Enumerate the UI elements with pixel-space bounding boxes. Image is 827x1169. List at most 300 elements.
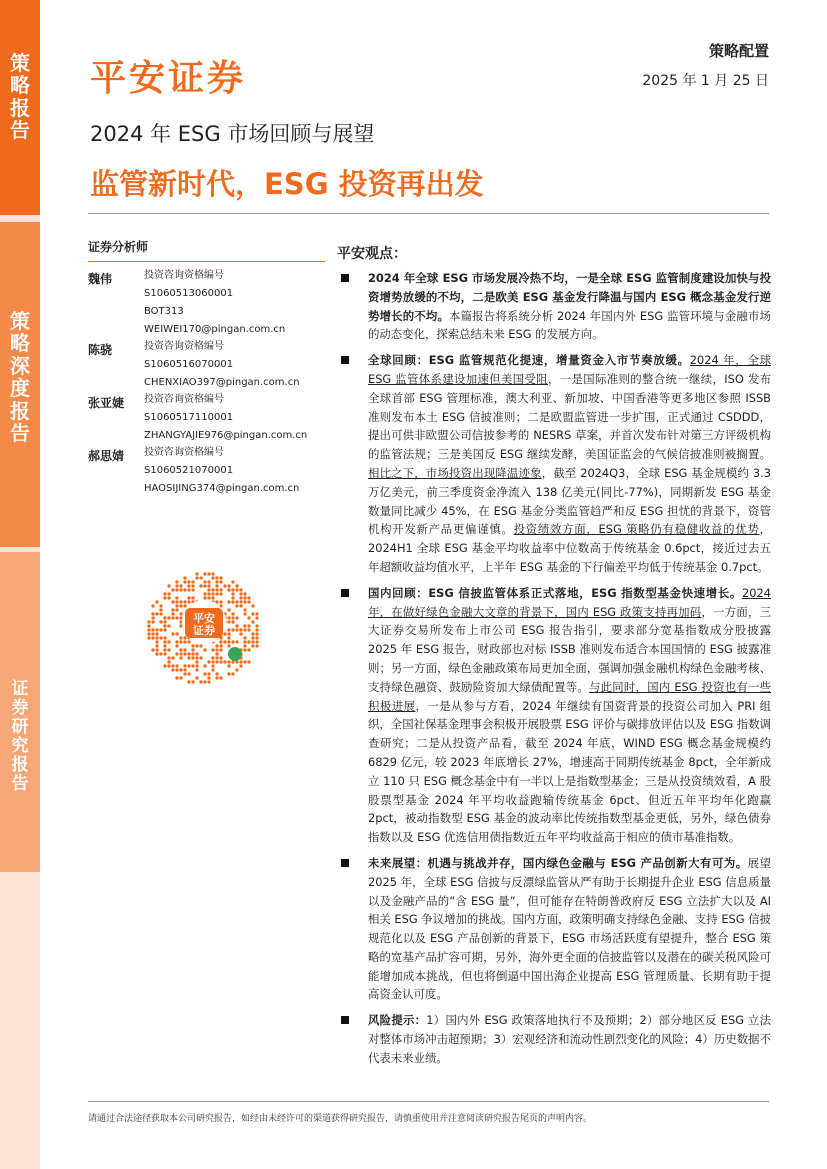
qr-module (203, 664, 206, 667)
qr-module (195, 660, 198, 663)
qr-module (171, 588, 174, 591)
sidebar-block-strategy-report (0, 0, 40, 215)
qr-module (215, 592, 218, 595)
analyst-panel (88, 238, 325, 498)
qr-module (183, 576, 186, 579)
qr-module (171, 632, 174, 635)
qr-module (219, 576, 222, 579)
qr-module (243, 648, 246, 651)
analyst-name: 陈骁 (88, 343, 113, 357)
qr-module (243, 660, 246, 663)
qr-module (231, 596, 234, 599)
qr-module (195, 664, 198, 667)
qr-module (251, 640, 254, 643)
viewpoint-global-review (337, 351, 771, 577)
qr-code-graphic (145, 570, 263, 688)
qr-module (163, 664, 166, 667)
qr-module (187, 580, 190, 583)
qr-module (235, 604, 238, 607)
qr-module (235, 668, 238, 671)
qr-module (159, 608, 162, 611)
qr-module (243, 608, 246, 611)
analyst-panel-title: 证券分析师 (88, 238, 325, 262)
viewpoint-bold-lead: 风险提示： (368, 1013, 427, 1028)
analyst-cert-label: 投资咨询资格编号 (144, 447, 224, 458)
analyst-cert-number: S1060521070001 (144, 465, 234, 476)
qr-module (243, 640, 246, 643)
footer-divider (88, 1101, 769, 1102)
qr-module (243, 600, 246, 603)
qr-module (155, 648, 158, 651)
sidebar-char: 报 (10, 95, 30, 120)
qr-module (191, 664, 194, 667)
qr-module (187, 584, 190, 587)
qr-module (163, 640, 166, 643)
analyst-email[interactable]: ZHANGYAJIE976@pingan.com.cn (144, 430, 308, 441)
document-date: 2025 年 1 月 25 日 (642, 73, 769, 89)
sidebar-char: 略 (10, 331, 30, 356)
qr-module (207, 672, 210, 675)
qr-module (155, 628, 158, 631)
qr-module (231, 588, 234, 591)
sidebar-block-strategy-deep-report (0, 222, 40, 547)
qr-module (251, 612, 254, 615)
sidebar-char: 告 (10, 420, 30, 445)
qr-module (219, 640, 222, 643)
viewpoint-bold-lead: 2024 年全球 ESG 市场发展冷热不均，一是全球 ESG 监管制度建设加快与投资增势放缓的不均，二是欧美 ESG 基金发行降温与国内 ESG 概念基金发行逆势增长的不均。 (368, 271, 771, 323)
qr-module (183, 604, 186, 607)
qr-module (243, 592, 246, 595)
analyst-cert-extra: BOT313 (144, 306, 184, 317)
title-divider (88, 213, 769, 214)
qr-module (227, 640, 230, 643)
qr-module (243, 612, 246, 615)
report-title: 监管新时代，ESG 投资再出发 (90, 167, 484, 201)
qr-module (251, 632, 254, 635)
analyst-email[interactable]: WEIWEI170@pingan.com.cn (144, 324, 286, 335)
qr-module (187, 656, 190, 659)
qr-module (219, 660, 222, 663)
analyst-details (144, 444, 325, 498)
qr-module (151, 616, 154, 619)
qr-module (151, 648, 154, 651)
qr-module (239, 592, 242, 595)
sidebar-char: 报 (11, 755, 29, 776)
qr-module (163, 652, 166, 655)
sidebar-char: 策 (10, 51, 30, 75)
qr-module (239, 628, 242, 631)
qr-module (207, 596, 210, 599)
qr-module (183, 580, 186, 583)
analyst-details (144, 338, 325, 392)
analyst-name: 郝思婧 (88, 449, 125, 463)
qr-module (227, 600, 230, 603)
qr-module (183, 664, 186, 667)
qr-module (175, 588, 178, 591)
square-bullet-icon (341, 274, 349, 282)
qr-module (243, 624, 246, 627)
qr-module (175, 616, 178, 619)
sidebar-char: 研 (11, 717, 29, 738)
qr-module (151, 620, 154, 623)
viewpoint-underlined-text: 投资绩效方面，ESG 策略仍有稳健收益的优势 (513, 522, 760, 537)
qr-module (223, 640, 226, 643)
qr-module (167, 616, 170, 619)
qr-module (199, 680, 202, 683)
qr-module (159, 620, 162, 623)
qr-module (255, 628, 258, 631)
qr-module (247, 648, 250, 651)
qr-module (235, 616, 238, 619)
qr-module (239, 596, 242, 599)
qr-module (187, 680, 190, 683)
qr-module (183, 668, 186, 671)
qr-module (215, 576, 218, 579)
qr-module (175, 596, 178, 599)
sidebar-char: 究 (11, 736, 29, 757)
qr-module (171, 616, 174, 619)
qr-module (187, 588, 190, 591)
qr-module (195, 576, 198, 579)
qr-module (175, 644, 178, 647)
qr-module (167, 584, 170, 587)
qr-module (219, 656, 222, 659)
qr-module (223, 584, 226, 587)
viewpoint-bold-lead: 全球回顾：ESG 监管规范化提速，增量资金入市节奏放缓。 (368, 353, 690, 368)
qr-module (255, 636, 258, 639)
qr-module (215, 600, 218, 603)
qr-module (167, 596, 170, 599)
viewpoint-text: 本篇报告将系统分析 2024 年国内外 ESG 监管环境与金融市场的动态变化，探索总结未来 ESG 的发展方向。 (368, 308, 771, 342)
qr-module (159, 604, 162, 607)
qr-module (207, 572, 210, 575)
qr-module (191, 680, 194, 683)
qr-module (227, 632, 230, 635)
qr-module (231, 592, 234, 595)
qr-module (239, 664, 242, 667)
analyst-entry (88, 270, 325, 339)
viewpoint-text: ，一是从参与方看，2024 年继续有国资背景的投资公司加入 PRI 组织，全国社保基金理事会积极开展股票 ESG 评价与碳排放评估以及 ESG 指数调查研究；二是从投资产品看，截至 2024 年底，WIND ESG 概念基金规模约 6829 亿元，较 2023 年底增长 27%，增速高于同期传统基金 8pct，全年新成立 110 只 ESG 概念基金中有一半以上是指数型基金；三是从投资绩效看，A 股股票型基金 2024 年平均收益跑输传统基金 6pct、但近五年平均年化跑赢 2pct，被动指数型 ESG 基金的波动率比传统指数型基金更低，另外，绿色债券指数以及 ESG 优选信用债指数近五年平均收益高于相应的债市基准指数。 (368, 698, 771, 845)
qr-module (171, 668, 174, 671)
qr-module (167, 624, 170, 627)
qr-module (151, 604, 154, 607)
qr-module (235, 628, 238, 631)
qr-module (187, 596, 190, 599)
qr-module (147, 624, 150, 627)
qr-module (247, 628, 250, 631)
qr-module (147, 632, 150, 635)
qr-module (155, 632, 158, 635)
qr-module (215, 588, 218, 591)
qr-module (175, 668, 178, 671)
qr-module (195, 644, 198, 647)
qr-module (227, 628, 230, 631)
qr-module (195, 652, 198, 655)
analyst-email[interactable]: HAOSIJING374@pingan.com.cn (144, 483, 300, 494)
qr-module (231, 616, 234, 619)
sidebar-char: 告 (10, 118, 30, 143)
qr-module (203, 572, 206, 575)
qr-module (211, 648, 214, 651)
sidebar-char: 策 (10, 309, 30, 333)
qr-module (235, 640, 238, 643)
qr-module (239, 660, 242, 663)
sidebar-char: 告 (11, 774, 29, 795)
viewpoint-risk-warning (337, 1011, 771, 1067)
qr-module (211, 572, 214, 575)
viewpoint-underlined-text: 2024 年，在做好绿色金融大文章的背景下，国内 ESG 政策支持再加码 (368, 585, 771, 619)
qr-module (155, 612, 158, 615)
qr-module (171, 612, 174, 615)
qr-module (179, 640, 182, 643)
qr-module (203, 592, 206, 595)
qr-module (199, 576, 202, 579)
analyst-cert-label: 投资咨询资格编号 (144, 341, 224, 352)
qr-module (179, 616, 182, 619)
sidebar-char: 券 (11, 698, 29, 719)
qr-module (227, 672, 230, 675)
qr-module (163, 648, 166, 651)
qr-module (219, 600, 222, 603)
qr-module (183, 652, 186, 655)
qr-module (231, 672, 234, 675)
qr-module (171, 600, 174, 603)
qr-module (215, 676, 218, 679)
qr-module (195, 668, 198, 671)
analyst-entry (88, 447, 325, 498)
qr-module (175, 580, 178, 583)
report-subtitle: 2024 年 ESG 市场回顾与展望 (90, 122, 375, 146)
qr-module (255, 612, 258, 615)
qr-module (155, 652, 158, 655)
qr-module (151, 632, 154, 635)
qr-module (175, 676, 178, 679)
qr-module (203, 596, 206, 599)
qr-module (251, 620, 254, 623)
qr-module (223, 660, 226, 663)
qr-module (167, 640, 170, 643)
qr-module (203, 672, 206, 675)
qr-module (227, 584, 230, 587)
viewpoint-domestic-review (337, 584, 771, 847)
qr-module (163, 592, 166, 595)
sidebar-block-securities-research-report (0, 552, 40, 872)
qr-module (215, 672, 218, 675)
qr-module (255, 644, 258, 647)
qr-module (175, 632, 178, 635)
qr-module (215, 660, 218, 663)
qr-module (151, 628, 154, 631)
qr-module (243, 636, 246, 639)
analyst-cert-label: 投资咨询资格编号 (144, 394, 224, 405)
qr-module (211, 592, 214, 595)
viewpoint-text: ，一方面，三大证券交易所发布上市公司 ESG 报告指引，要求部分宽基指数成分股披露 2025 年 ESG 报告，财政部也对标 ISSB 准则发布适合本国国情的 ESG 披露准则；另一方面，绿色金融政策布局更加全面，强调加强金融机构绿色金融考核、支持绿色融资、鼓励险资加大绿债配置等。 (368, 604, 771, 694)
qr-module (251, 604, 254, 607)
qr-module (207, 660, 210, 663)
sidebar-char: 报 (10, 398, 30, 423)
qr-module (179, 612, 182, 615)
qr-module (239, 632, 242, 635)
qr-module (227, 588, 230, 591)
qr-module (151, 636, 154, 639)
qr-module (211, 656, 214, 659)
qr-module (159, 636, 162, 639)
qr-module (251, 644, 254, 647)
qr-module (255, 616, 258, 619)
qr-module (159, 652, 162, 655)
qr-module (239, 604, 242, 607)
qr-module (243, 596, 246, 599)
qr-module (179, 668, 182, 671)
qr-module (159, 628, 162, 631)
qr-module (203, 680, 206, 683)
qr-module (175, 640, 178, 643)
qr-module (167, 592, 170, 595)
qr-module (183, 588, 186, 591)
qr-module (179, 636, 182, 639)
qr-module (207, 592, 210, 595)
qr-module (255, 624, 258, 627)
qr-module (203, 648, 206, 651)
sidebar-char: 略 (10, 73, 30, 98)
qr-module (179, 588, 182, 591)
sidebar-char: 深 (10, 353, 30, 378)
qr-module (227, 644, 230, 647)
analyst-cert-number: S1060516070001 (144, 359, 234, 370)
qr-module (227, 660, 230, 663)
qr-module (171, 656, 174, 659)
qr-module (191, 648, 194, 651)
analyst-name: 魏伟 (88, 272, 113, 286)
qr-module (231, 600, 234, 603)
square-bullet-icon (341, 859, 349, 867)
qr-module (167, 648, 170, 651)
qr-module (247, 624, 250, 627)
qr-logo-text-2: 证券 (193, 624, 215, 637)
analyst-details (144, 391, 325, 445)
qr-module (163, 596, 166, 599)
qr-module (207, 676, 210, 679)
qr-module (199, 656, 202, 659)
analyst-cert-number: S1060517110001 (144, 412, 234, 423)
qr-module (211, 596, 214, 599)
qr-module (211, 576, 214, 579)
qr-module (187, 672, 190, 675)
qr-module (163, 620, 166, 623)
qr-module (231, 628, 234, 631)
analyst-details (144, 267, 325, 339)
qr-module (211, 668, 214, 671)
footer-disclaimer: 请通过合法途径获取本公司研究报告，如经由未经许可的渠道获得研究报告，请慎重使用并注意阅读研究报告尾页的声明内容。 (88, 1114, 593, 1124)
qr-code[interactable] (145, 570, 263, 688)
qr-module (187, 652, 190, 655)
qr-module (219, 592, 222, 595)
qr-module (191, 644, 194, 647)
qr-module (235, 624, 238, 627)
qr-module (207, 584, 210, 587)
qr-module (227, 664, 230, 667)
qr-module (179, 600, 182, 603)
qr-module (179, 584, 182, 587)
qr-module (227, 616, 230, 619)
analyst-entry (88, 341, 325, 392)
qr-module (191, 596, 194, 599)
qr-module (175, 584, 178, 587)
viewpoint-text: 展望 2025 年，全球 ESG 信披与反漂绿监管从严有助于长期提升企业 ESG 信息质量以及金融产品的“含 ESG 量”，但可能存在特朗普政府反 ESG 立法扩大以及 AI 相关 ESG 争议增加的挑战。国内方面，政策明确支持绿色金融、支持 ESG 信披规范化以及 ESG 产品创新的背景下，ESG 市场活跃度有望提升，整合 ESG 策略的宽基产品扩容可期，另外，海外更全面的信披监管以及潜在的碳关税风险可能增加成本挑战，但也将倒逼中国出海企业提高 ESG 管理质量、长期有助于提高资金认可度。 (368, 855, 771, 1002)
qr-module (159, 612, 162, 615)
qr-logo-text-1: 平安 (193, 612, 215, 625)
qr-module (219, 676, 222, 679)
qr-module (247, 616, 250, 619)
qr-module (179, 676, 182, 679)
viewpoint-bold-lead: 未来展望：机遇与挑战并存，国内绿色金融与 ESG 产品创新大有可为。 (368, 855, 748, 870)
analyst-entry (88, 394, 325, 445)
qr-module (183, 640, 186, 643)
qr-module (155, 644, 158, 647)
qr-module (171, 608, 174, 611)
qr-module (207, 680, 210, 683)
qr-module (203, 584, 206, 587)
qr-module (191, 656, 194, 659)
qr-module (243, 644, 246, 647)
qr-module (191, 588, 194, 591)
qr-module (151, 612, 154, 615)
qr-module (227, 620, 230, 623)
qr-module (227, 636, 230, 639)
analyst-email[interactable]: CHENXIAO397@pingan.com.cn (144, 377, 300, 388)
qr-module (155, 640, 158, 643)
qr-module (167, 656, 170, 659)
qr-module (203, 580, 206, 583)
qr-module (251, 636, 254, 639)
qr-module (219, 644, 222, 647)
qr-module (227, 608, 230, 611)
viewpoint-summary (337, 269, 771, 344)
qr-module (175, 604, 178, 607)
qr-module (211, 660, 214, 663)
qr-module (167, 660, 170, 663)
qr-module (175, 664, 178, 667)
qr-module (235, 588, 238, 591)
qr-module (175, 600, 178, 603)
qr-module (187, 664, 190, 667)
qr-module (231, 640, 234, 643)
qr-module (223, 632, 226, 635)
qr-module (171, 664, 174, 667)
qr-module (219, 648, 222, 651)
viewpoint-underlined-text: 与此同时，国内 ESG 投资也有一些积极进展 (368, 679, 771, 713)
qr-module (207, 580, 210, 583)
qr-module (155, 600, 158, 603)
qr-module (199, 584, 202, 587)
square-bullet-icon (341, 589, 349, 597)
qr-module (211, 588, 214, 591)
qr-module (147, 620, 150, 623)
qr-module (215, 656, 218, 659)
viewpoints-heading: 平安观点： (337, 246, 407, 262)
qr-module (231, 612, 234, 615)
qr-module (199, 644, 202, 647)
qr-module (179, 624, 182, 627)
qr-module (179, 604, 182, 607)
qr-module (215, 652, 218, 655)
analyst-cert-label: 投资咨询资格编号 (144, 270, 224, 281)
sidebar-char: 证 (11, 679, 29, 699)
qr-module (195, 676, 198, 679)
viewpoint-bold-lead: 国内回顾：ESG 信披监管体系正式落地，ESG 指数型基金快速增长。 (368, 585, 742, 600)
company-logo: 平安证券 (90, 58, 247, 99)
qr-module (183, 672, 186, 675)
